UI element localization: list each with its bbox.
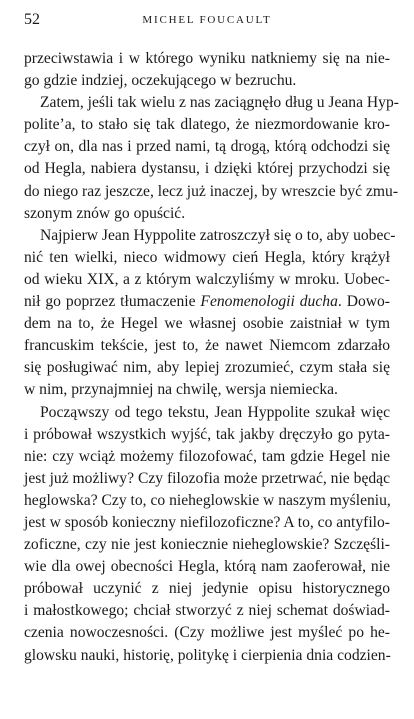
text-line: przeciwstawia i w którego wyniku natkniemy się na nie- xyxy=(24,50,390,67)
text-line: nić ten wielki, nieco widmowy cień Hegla, który krążył xyxy=(24,248,390,266)
running-head: MICHEL FOUCAULT xyxy=(142,14,272,26)
paragraph xyxy=(24,225,396,402)
text-line: Najpierw Jean Hyppolite zatroszczył się o to, aby uobec- xyxy=(40,226,396,244)
text-line: heglowska? Czy to, co nieheglowskie w naszym myśleniu, xyxy=(24,491,391,509)
text-line: jest już możliwy? Czy filozofia może przetrwać, nie będąc xyxy=(24,469,390,487)
text-line: dem na to, że Hegel we własnej osobie zaistniał w tym xyxy=(24,315,390,333)
body-text xyxy=(24,48,399,667)
text-line: jest w sposób konieczny niefilozoficzne? A to, co antyfilo- xyxy=(24,513,390,531)
page-header xyxy=(24,10,390,34)
text-line: od wieku XIX, a z którym walczyliśmy w mroku. Uobec- xyxy=(24,270,390,288)
text-line: polite’a, to stało się tak dlatego, że niezmordowanie kro- xyxy=(24,116,390,134)
text-line: czył on, dla nas i przed nami, tą drogą, którą odchodzi się xyxy=(24,138,390,156)
text-line: glowsku nauki, historię, politykę i cierpienia dnia codzien- xyxy=(24,646,391,664)
text-line: Począwszy od tego tekstu, Jean Hyppolite szukał więc xyxy=(40,403,390,421)
page-number: 52 xyxy=(24,11,40,28)
text-line: i małostkowego; chciał stworzyć z niej schemat doświad- xyxy=(24,602,390,620)
text-line: nie: czy wciąż możemy filozofować, tam gdzie Hegel nie xyxy=(24,447,390,465)
paragraph xyxy=(24,48,390,92)
text-line: nił go poprzez tłumaczenie Fenomenologii ducha. Dowo- xyxy=(24,293,391,311)
italic-title: Fenomenologii ducha xyxy=(200,293,338,311)
paragraph xyxy=(24,402,390,667)
text-line: i próbował wszystkich wyjść, tak jakby dręczyło go pyta- xyxy=(24,425,390,443)
text-line: się posługiwać nim, aby lepiej zrozumieć, czym stała się xyxy=(24,359,390,377)
paragraph xyxy=(24,92,399,225)
text-line: Zatem, jeśli tak wielu z nas zaciągnęło dług u Jeana Hyp- xyxy=(40,94,399,112)
text-line: zoficzne, czy nie jest koniecznie nieheglowskie? Szczęśli- xyxy=(24,536,390,554)
text-line: próbował uczynić z niej jedynie opisu historycznego xyxy=(24,580,390,598)
text-line: w nim, przynajmniej na chwilę, wersja niemiecka. xyxy=(24,381,338,399)
text-line: czenia nowoczesności. (Czy możliwe jest myśleć po he- xyxy=(24,624,390,642)
text-line: do niego raz jeszcze, lecz już inaczej, by wreszcie być zmu- xyxy=(24,182,399,200)
text-line: szonym znów go opuścić. xyxy=(24,204,186,222)
text-line: go gdzie indziej, oczekującego w bezruchu. xyxy=(24,72,297,90)
text-line: wie dla owej obecności Hegla, którą nam zaoferował, nie xyxy=(24,558,390,576)
text-line: od Hegla, nabiera dystansu, i dzięki której przychodzi się xyxy=(24,160,390,178)
text-line: francuskim tekście, jest to, że nawet Niemcom zdarzało xyxy=(24,337,390,355)
